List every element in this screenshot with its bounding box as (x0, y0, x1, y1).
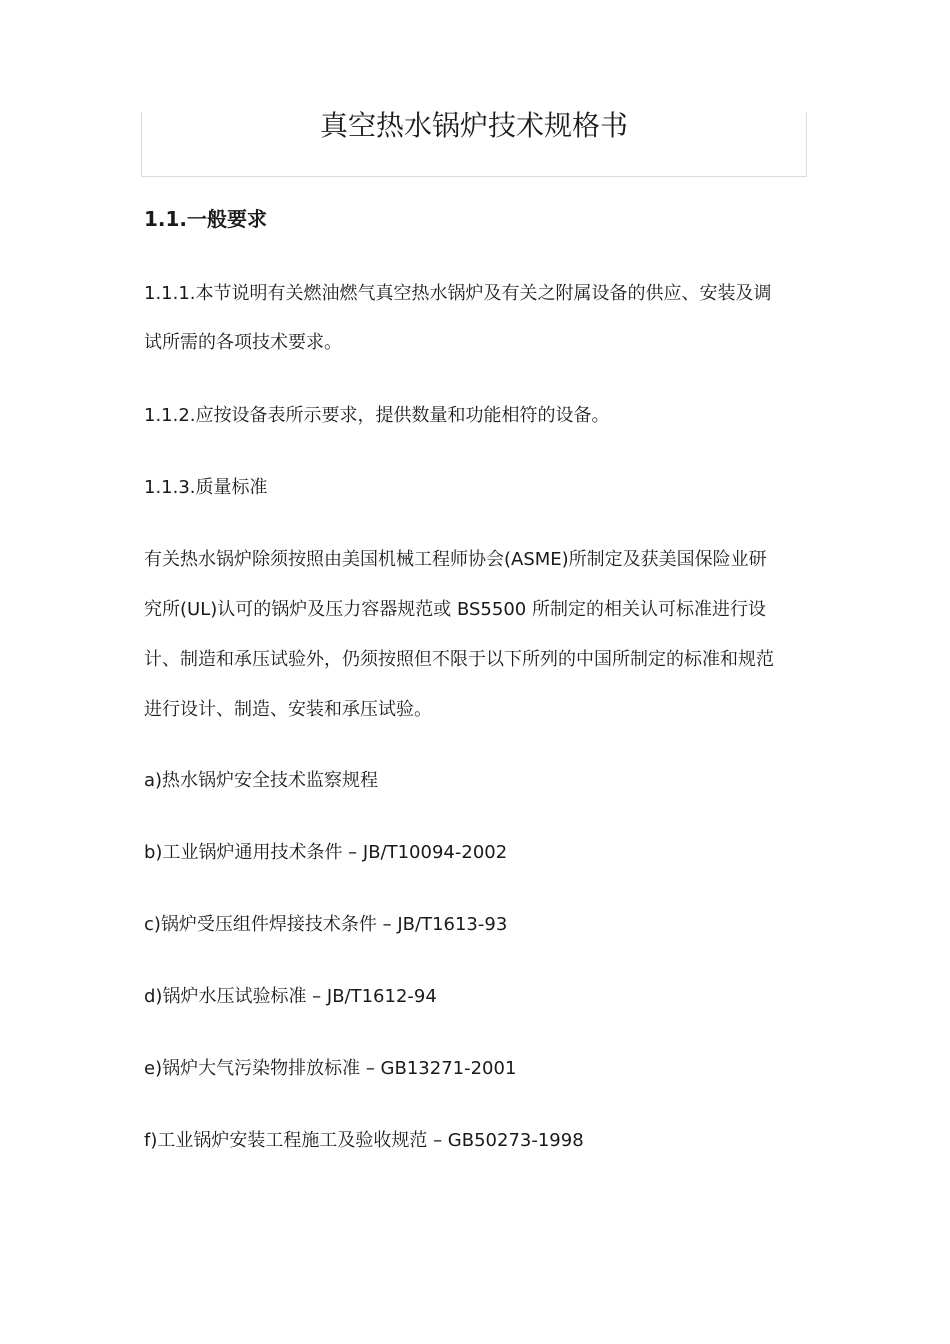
paragraph-3: 1.1.3.质量标准 (144, 477, 268, 498)
paragraph-4-line-1: 有关热水锅炉除须按照由美国机械工程师协会(ASME)所制定及获美国保险业研 (144, 549, 767, 570)
paragraph-1-line-1: 1.1.1.本节说明有关燃油燃气真空热水锅炉及有关之附属设备的供应、安装及调 (144, 283, 772, 304)
document-title: 真空热水锅炉技术规格书 (319, 109, 628, 142)
standard-item: c)锅炉受压组件焊接技术条件 – JB/T1613-93 (144, 914, 508, 935)
standard-item: e)锅炉大气污染物排放标准 – GB13271-2001 (144, 1058, 517, 1079)
standard-item: d)锅炉水压试验标准 – JB/T1612-94 (144, 986, 437, 1007)
standard-item: b)工业锅炉通用技术条件 – JB/T10094-2002 (144, 842, 508, 863)
title-box (141, 109, 807, 177)
paragraph-1-line-2: 试所需的各项技术要求。 (144, 332, 342, 353)
section-heading: 1.1.一般要求 (144, 207, 268, 231)
paragraph-4-line-3: 计、制造和承压试验外，仍须按照但不限于以下所列的中国所制定的标准和规范 (144, 649, 774, 670)
paragraph-4-line-2: 究所(UL)认可的锅炉及压力容器规范或 BS5500 所制定的相关认可标准进行设 (144, 599, 766, 620)
paragraph-2: 1.1.2.应按设备表所示要求，提供数量和功能相符的设备。 (144, 405, 610, 426)
paragraph-4-line-4: 进行设计、制造、安装和承压试验。 (144, 699, 432, 720)
standard-item: a)热水锅炉安全技术监察规程 (144, 770, 379, 791)
standard-item: f)工业锅炉安装工程施工及验收规范 – GB50273-1998 (144, 1130, 584, 1151)
